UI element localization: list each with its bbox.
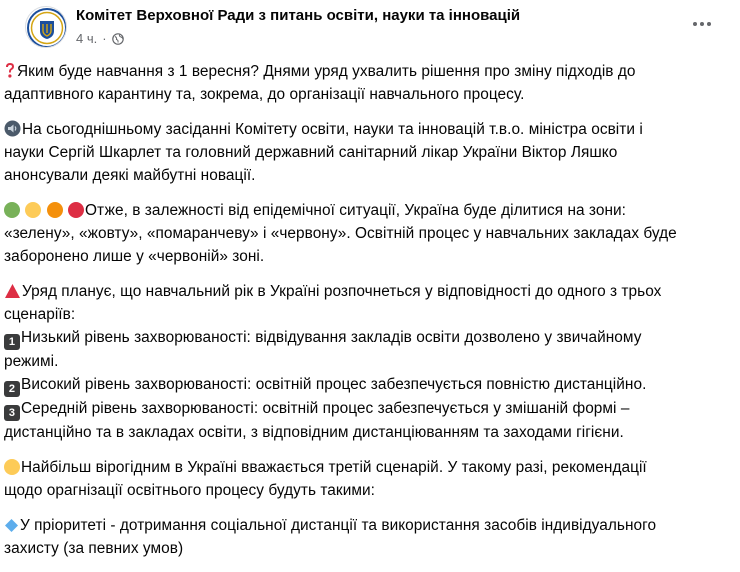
post-paragraph xyxy=(4,280,736,444)
page-avatar[interactable] xyxy=(25,6,67,48)
list-item-text: Низький рівень захворюваності: відвідування закладів освіти дозволено у звичайному xyxy=(21,329,642,346)
red-circle-icon xyxy=(68,202,84,218)
post-paragraph xyxy=(4,456,736,502)
list-item xyxy=(4,397,736,421)
orange-circle-icon xyxy=(47,202,63,218)
list-item-text: режимі. xyxy=(4,353,59,370)
committee-logo-icon xyxy=(26,7,67,48)
page-name-link[interactable]: Комітет Верховної Ради з питань освіти, науки та інновацій xyxy=(76,7,521,24)
speaker-icon xyxy=(4,120,21,137)
text-line xyxy=(4,280,736,303)
more-options-dot xyxy=(700,22,704,26)
keycap-1-icon: 1 xyxy=(4,334,20,350)
green-circle-icon xyxy=(4,202,20,218)
post-message xyxy=(0,60,740,572)
paragraph-line: На сьогоднішньому засіданні Комітету освіти, науки та інновацій т.в.о. міністра освіти і xyxy=(22,121,643,138)
red-question-mark-icon xyxy=(4,62,16,79)
paragraph-line: адаптивного карантину та, зокрема, до організації навчального процесу. xyxy=(4,86,525,103)
paragraph-line: заборонено лише у «червоній» зоні. xyxy=(4,248,265,265)
red-triangle-icon xyxy=(4,283,21,299)
keycap-2-icon: 2 xyxy=(4,381,20,397)
blue-diamond-icon xyxy=(4,518,19,533)
paragraph-line: науки Сергій Шкарлет та головний державний санітарний лікар України Віктор Ляшко xyxy=(4,144,618,161)
more-options-button[interactable] xyxy=(690,12,714,36)
more-options-icon xyxy=(693,22,697,26)
more-options-dot xyxy=(707,22,711,26)
text-line xyxy=(4,514,736,537)
paragraph-line: сценаріїв: xyxy=(4,306,76,323)
yellow-circle-icon xyxy=(4,459,20,475)
text-line xyxy=(4,199,736,222)
list-item xyxy=(4,373,736,397)
paragraph-line: Отже, в залежності від епідемічної ситуації, Україна буде ділитися на зони: xyxy=(84,202,626,219)
list-item-text: дистанційно та в закладах освіти, з відповідним дистанціюванням та заходами гігієни. xyxy=(4,424,624,441)
meta-separator: · xyxy=(102,31,107,46)
post-paragraph xyxy=(4,199,736,268)
paragraph-line: захисту (за певних умов) xyxy=(4,540,184,557)
paragraph-line: щодо орагнізації освітнього процесу будуть такими: xyxy=(4,482,375,499)
post-paragraph xyxy=(4,60,736,106)
post-timestamp[interactable]: 4 ч. xyxy=(76,31,98,46)
keycap-3-icon: 3 xyxy=(4,405,20,421)
post-header xyxy=(16,0,724,60)
text-line xyxy=(4,118,736,141)
text-line xyxy=(4,60,736,83)
list-item-text: Високий рівень захворюваності: освітній процес забезпечується повністю дистанційно. xyxy=(21,376,647,393)
yellow-circle-icon xyxy=(25,202,41,218)
paragraph-line: У пріоритеті - дотримання соціальної дистанції та використання засобів індивідуального xyxy=(20,517,657,534)
text-line xyxy=(4,456,736,479)
paragraph-line: анонсували деякі майбутні новації. xyxy=(4,167,256,184)
paragraph-line: Найбільш вірогідним в Україні вважається третій сценарій. У такому разі, рекомендації xyxy=(21,459,647,476)
paragraph-line: Яким буде навчання з 1 вересня? Днями уряд ухвалить рішення про зміну підходів до xyxy=(17,63,636,80)
globe-icon[interactable] xyxy=(112,33,124,45)
list-item-text: Середній рівень захворюваності: освітній процес забезпечується у змішаній формі – xyxy=(21,400,630,417)
post-meta xyxy=(76,31,124,46)
paragraph-line: Уряд планує, що навчальний рік в Україні розпочнеться у відповідності до одного з трьох xyxy=(22,283,662,300)
post-paragraph xyxy=(4,514,736,560)
paragraph-line: «зелену», «жовту», «помаранчеву» і «червону». Освітній процес у навчальних закладах буде xyxy=(4,225,677,242)
list-item xyxy=(4,326,736,350)
post-paragraph xyxy=(4,118,736,187)
